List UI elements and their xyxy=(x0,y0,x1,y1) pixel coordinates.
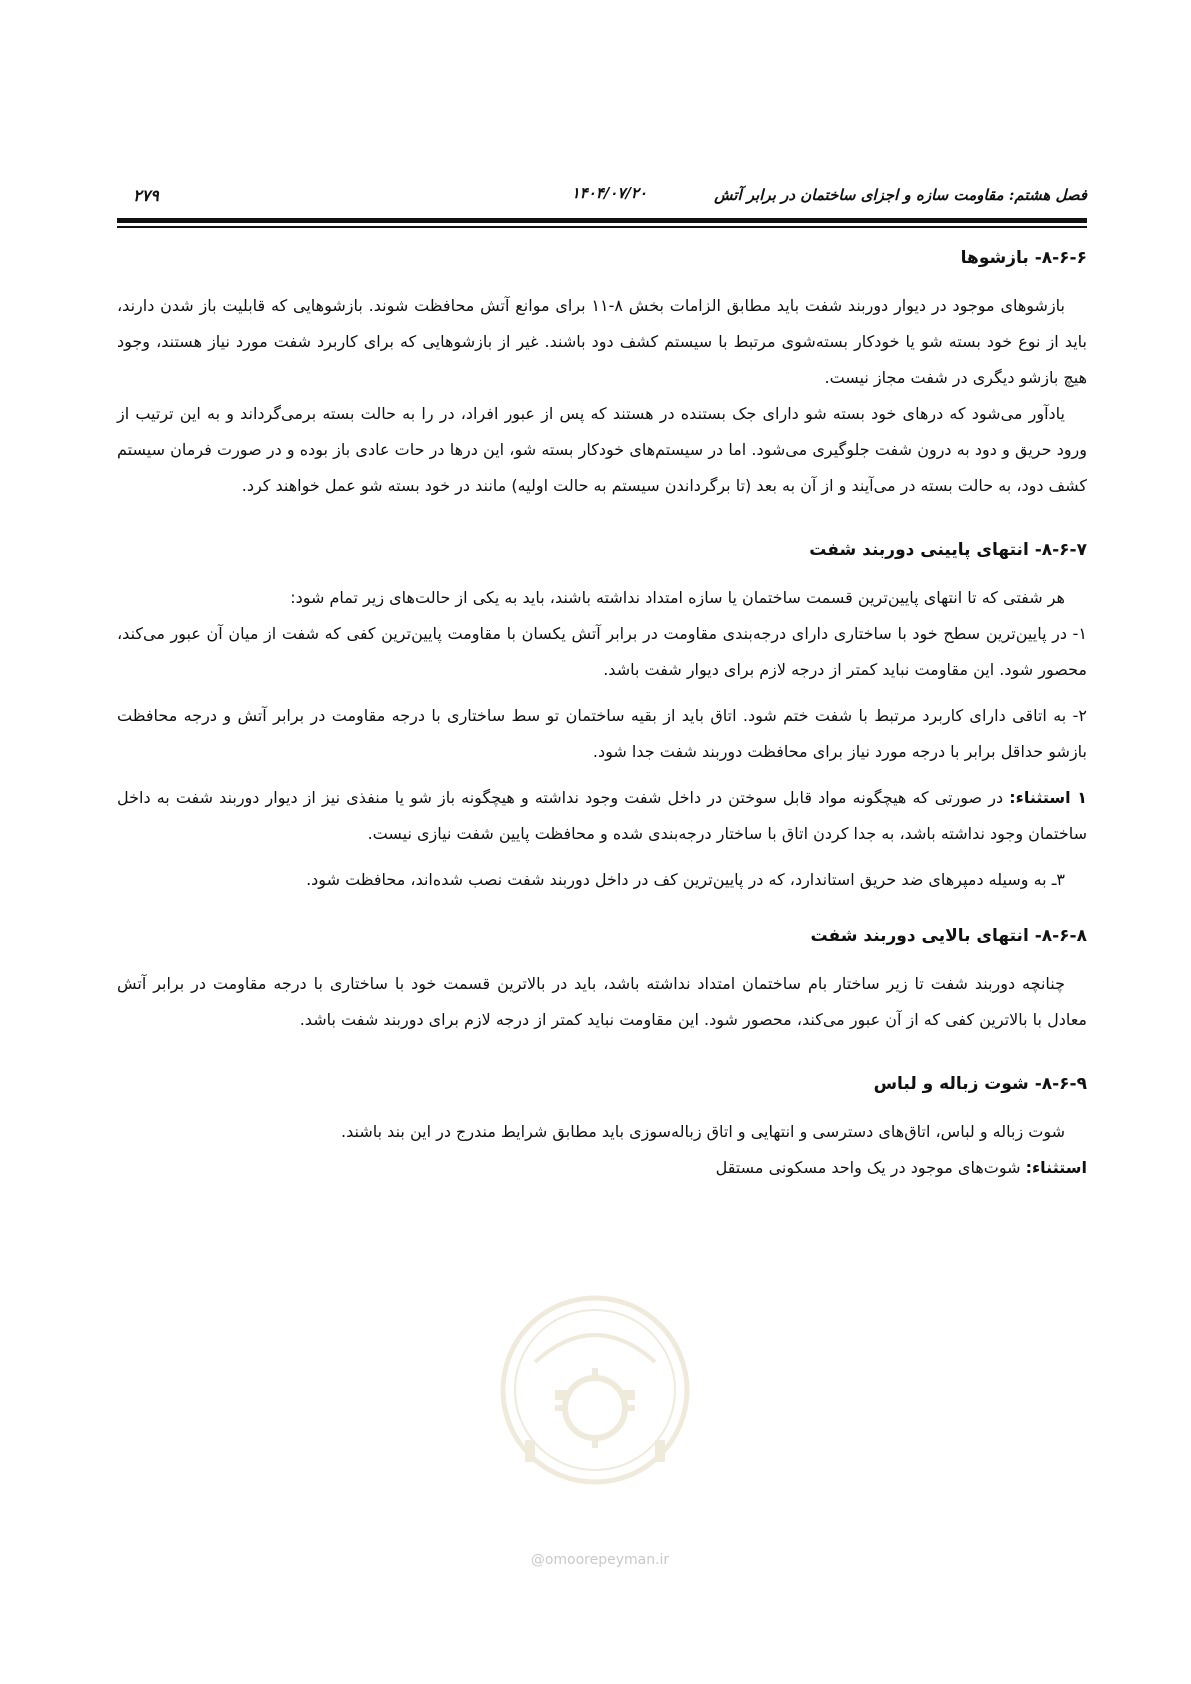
exception-label: ۱ استثناء: xyxy=(1009,788,1088,807)
section-heading-openings: ۸-۶-۶- بازشوها xyxy=(960,248,1087,268)
exception-text: شوت‌های موجود در یک واحد مسکونی مستقل xyxy=(715,1158,1026,1177)
paragraph-bottom-intro: هر شفتی که تا انتهای پایین‌ترین قسمت ساختمان یا سازه امتداد نداشته باشند، باید به یکی از حالت‌های زیر تمام شود: xyxy=(290,588,1065,607)
exception-1 xyxy=(117,780,1087,852)
exception-label: استثناء: xyxy=(1025,1158,1087,1177)
chapter-title: فصل هشتم: مقاومت سازه و اجزای ساختمان در برابر آتش xyxy=(714,186,1087,204)
list-item-1: ۱- در پایین‌ترین سطح خود با ساختاری دارای درجه‌بندی مقاومت در برابر آتش یکسان با مقاومت پایین‌ترین کفی که شفت از میان آن عبور می‌کند، محصور شود. این مقاومت نباید کمتر از درجه لازم برای دیوار شفت باشد. xyxy=(117,624,1087,679)
section-heading-chutes: ۸-۶-۹- شوت زباله و لباس xyxy=(873,1074,1087,1094)
exception-text: در صورتی که هیچگونه مواد قابل سوختن در داخل شفت وجود نداشته و هیچگونه باز شو یا منفذی نیز از دیوار دوربند شفت به داخل ساختمان وجود نداشته باشد، به جدا کردن اتاق با ساختار درجه‌بندی شده و محافظت پایین شفت نیازی نیست. xyxy=(117,788,1087,843)
paragraph-openings-1: بازشوهای موجود در دیوار دوربند شفت باید مطابق الزامات بخش ۸-۱۱ برای موانع آتش محافظت شوند. بازشوهایی که قابلیت باز شدن دارند، باید از نوع خود بسته شو یا خودکار بسته‌شوی مرتبط با سیستم کشف دود باشند. غیر از بازشوهایی که برای کاربرد شفت مورد نیاز هستند، وجود هیچ بازشو دیگری در شفت مجاز نیست. xyxy=(117,296,1087,387)
list-item-2: ۲- به اتاقی دارای کاربرد مرتبط با شفت ختم شود. اتاق باید از بقیه ساختمان تو سط ساختاری با درجه مقاومت در برابر آتش و درجه محافظت بازشو حداقل برابر با درجه مورد نیاز برای محافظت دوربند شفت جدا شود. xyxy=(117,706,1087,761)
watermark-logo xyxy=(495,1290,695,1490)
paragraph-openings-2: یادآور می‌شود که درهای خود بسته شو دارای جک بستنده در هستند که پس از عبور افراد، در را به حالت بسته برمی‌گرداند و به این ترتیب از ورود حریق و دود به درون شفت جلوگیری می‌شود. اما در سیستم‌های خودکار بسته شو، این درها در حات عادی باز بوده و در صورت فرمان سیستم کشف دود، به حالت بسته در می‌آیند و از آن به بعد (تا برگرداندن سیستم به حالت اولیه) مانند در خود بسته شو عمل خواهند کرد. xyxy=(117,404,1087,495)
header-rule-thin xyxy=(117,226,1087,228)
paragraph-chutes: شوت زباله و لباس، اتاق‌های دسترسی و انتهایی و اتاق زباله‌سوزی باید مطابق شرایط مندرج در این بند باشند. xyxy=(341,1122,1065,1141)
watermark-caption: @omoorepeyman.ir xyxy=(530,1552,670,1568)
list-item-3: ۳ـ به وسیله دمپرهای ضد حریق استاندارد، که در پایین‌ترین کف در داخل دوربند شفت نصب شده‌اند، محافظت شود. xyxy=(306,870,1065,889)
exception-chutes xyxy=(117,1150,1087,1186)
section-heading-bottom-end: ۸-۶-۷- انتهای پایینی دوربند شفت xyxy=(809,540,1087,560)
header-date: ۱۴۰۴/۰۷/۲۰ xyxy=(571,184,647,202)
page-body xyxy=(117,238,1087,1186)
header-rule-thick xyxy=(117,218,1087,223)
page-number: ۲۷۹ xyxy=(133,186,159,205)
running-header xyxy=(117,182,1087,212)
paragraph-top-end: چنانچه دوربند شفت تا زیر ساختار بام ساختمان امتداد نداشته باشد، باید در بالاترین قسمت خود با ساختاری با درجه مقاومت در برابر آتش معادل با بالاترین کفی که از آن عبور می‌کند، محصور شود. این مقاومت نباید کمتر از درجه لازم برای دوربند شفت باشد. xyxy=(117,974,1087,1029)
section-heading-top-end: ۸-۶-۸- انتهای بالایی دوربند شفت xyxy=(810,926,1087,946)
